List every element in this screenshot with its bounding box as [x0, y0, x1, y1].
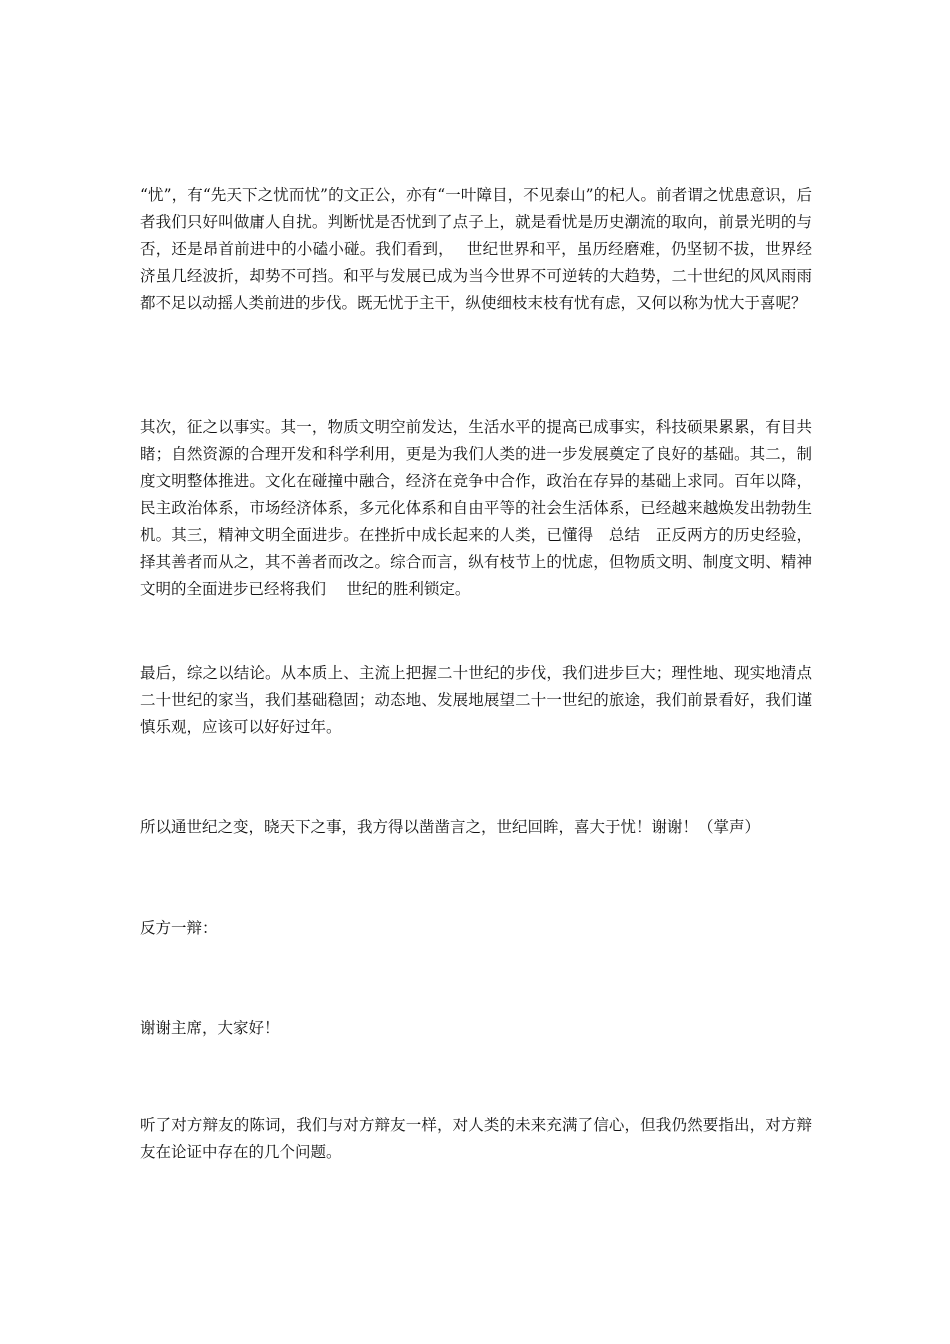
speaker-heading: 反方一辩：: [140, 919, 218, 937]
paragraph-greeting: 谢谢主席，大家好！: [140, 1019, 280, 1037]
paragraph-rebuttal-intro: 听了对方辩友的陈词，我们与对方辩友一样，对人类的未来充满了信心，但我仍然要指出，对方辩友在论证中存在的几个问题。: [140, 1116, 812, 1161]
paragraph-opening-argument: “忧”，有“先天下之忧而忧”的文正公，亦有“一叶障目，不见泰山”的杞人。前者谓之忧患意识，后者我们只好叫做庸人自扰。判断忧是否忧到了点子上，就是看忧是历史潮流的取向，前景光明的与否，还是昂首前进中的小磕小碰。我们看到， 世纪世界和平，虽历经磨难，仍坚韧不拔，世界经济虽几经波折，却势不可挡。和平与发展已成为当今世界不可逆转的大趋势，二十世纪的风风雨雨都不足以动摇人类前进的步伐。既无忧于主干，纵使细枝末枝有忧有虑，又何以称为忧大于喜呢？: [140, 186, 812, 312]
paragraph-conclusion: 最后，综之以结论。从本质上、主流上把握二十世纪的步伐，我们进步巨大；理性地、现实地清点二十世纪的家当，我们基础稳固；动态地、发展地展望二十一世纪的旅途，我们前景看好，我们谨慎乐观，应该可以好好过年。: [140, 664, 812, 736]
paragraph-closing-remark: 所以通世纪之变，晓天下之事，我方得以凿凿言之，世纪回眸，喜大于忧！谢谢！（掌声）: [140, 818, 761, 836]
paragraph-evidence: 其次，征之以事实。其一，物质文明空前发达，生活水平的提高已成事实，科技硕果累累，有目共睹；自然资源的合理开发和科学利用，更是为我们人类的进一步发展奠定了良好的基础。其二，制度文明整体推进。文化在碰撞中融合，经济在竞争中合作，政治在存异的基础上求同。百年以降，民主政治体系，市场经济体系，多元化体系和自由平等的社会生活体系，已经越来越焕发出勃勃生机。其三，精神文明全面进步。在挫折中成长起来的人类，已懂得 总结 正反两方的历史经验，择其善者而从之，其不善者而改之。综合而言，纵有枝节上的忧虑，但物质文明、制度文明、精神文明的全面进步已经将我们 世纪的胜利锁定。: [140, 418, 812, 598]
